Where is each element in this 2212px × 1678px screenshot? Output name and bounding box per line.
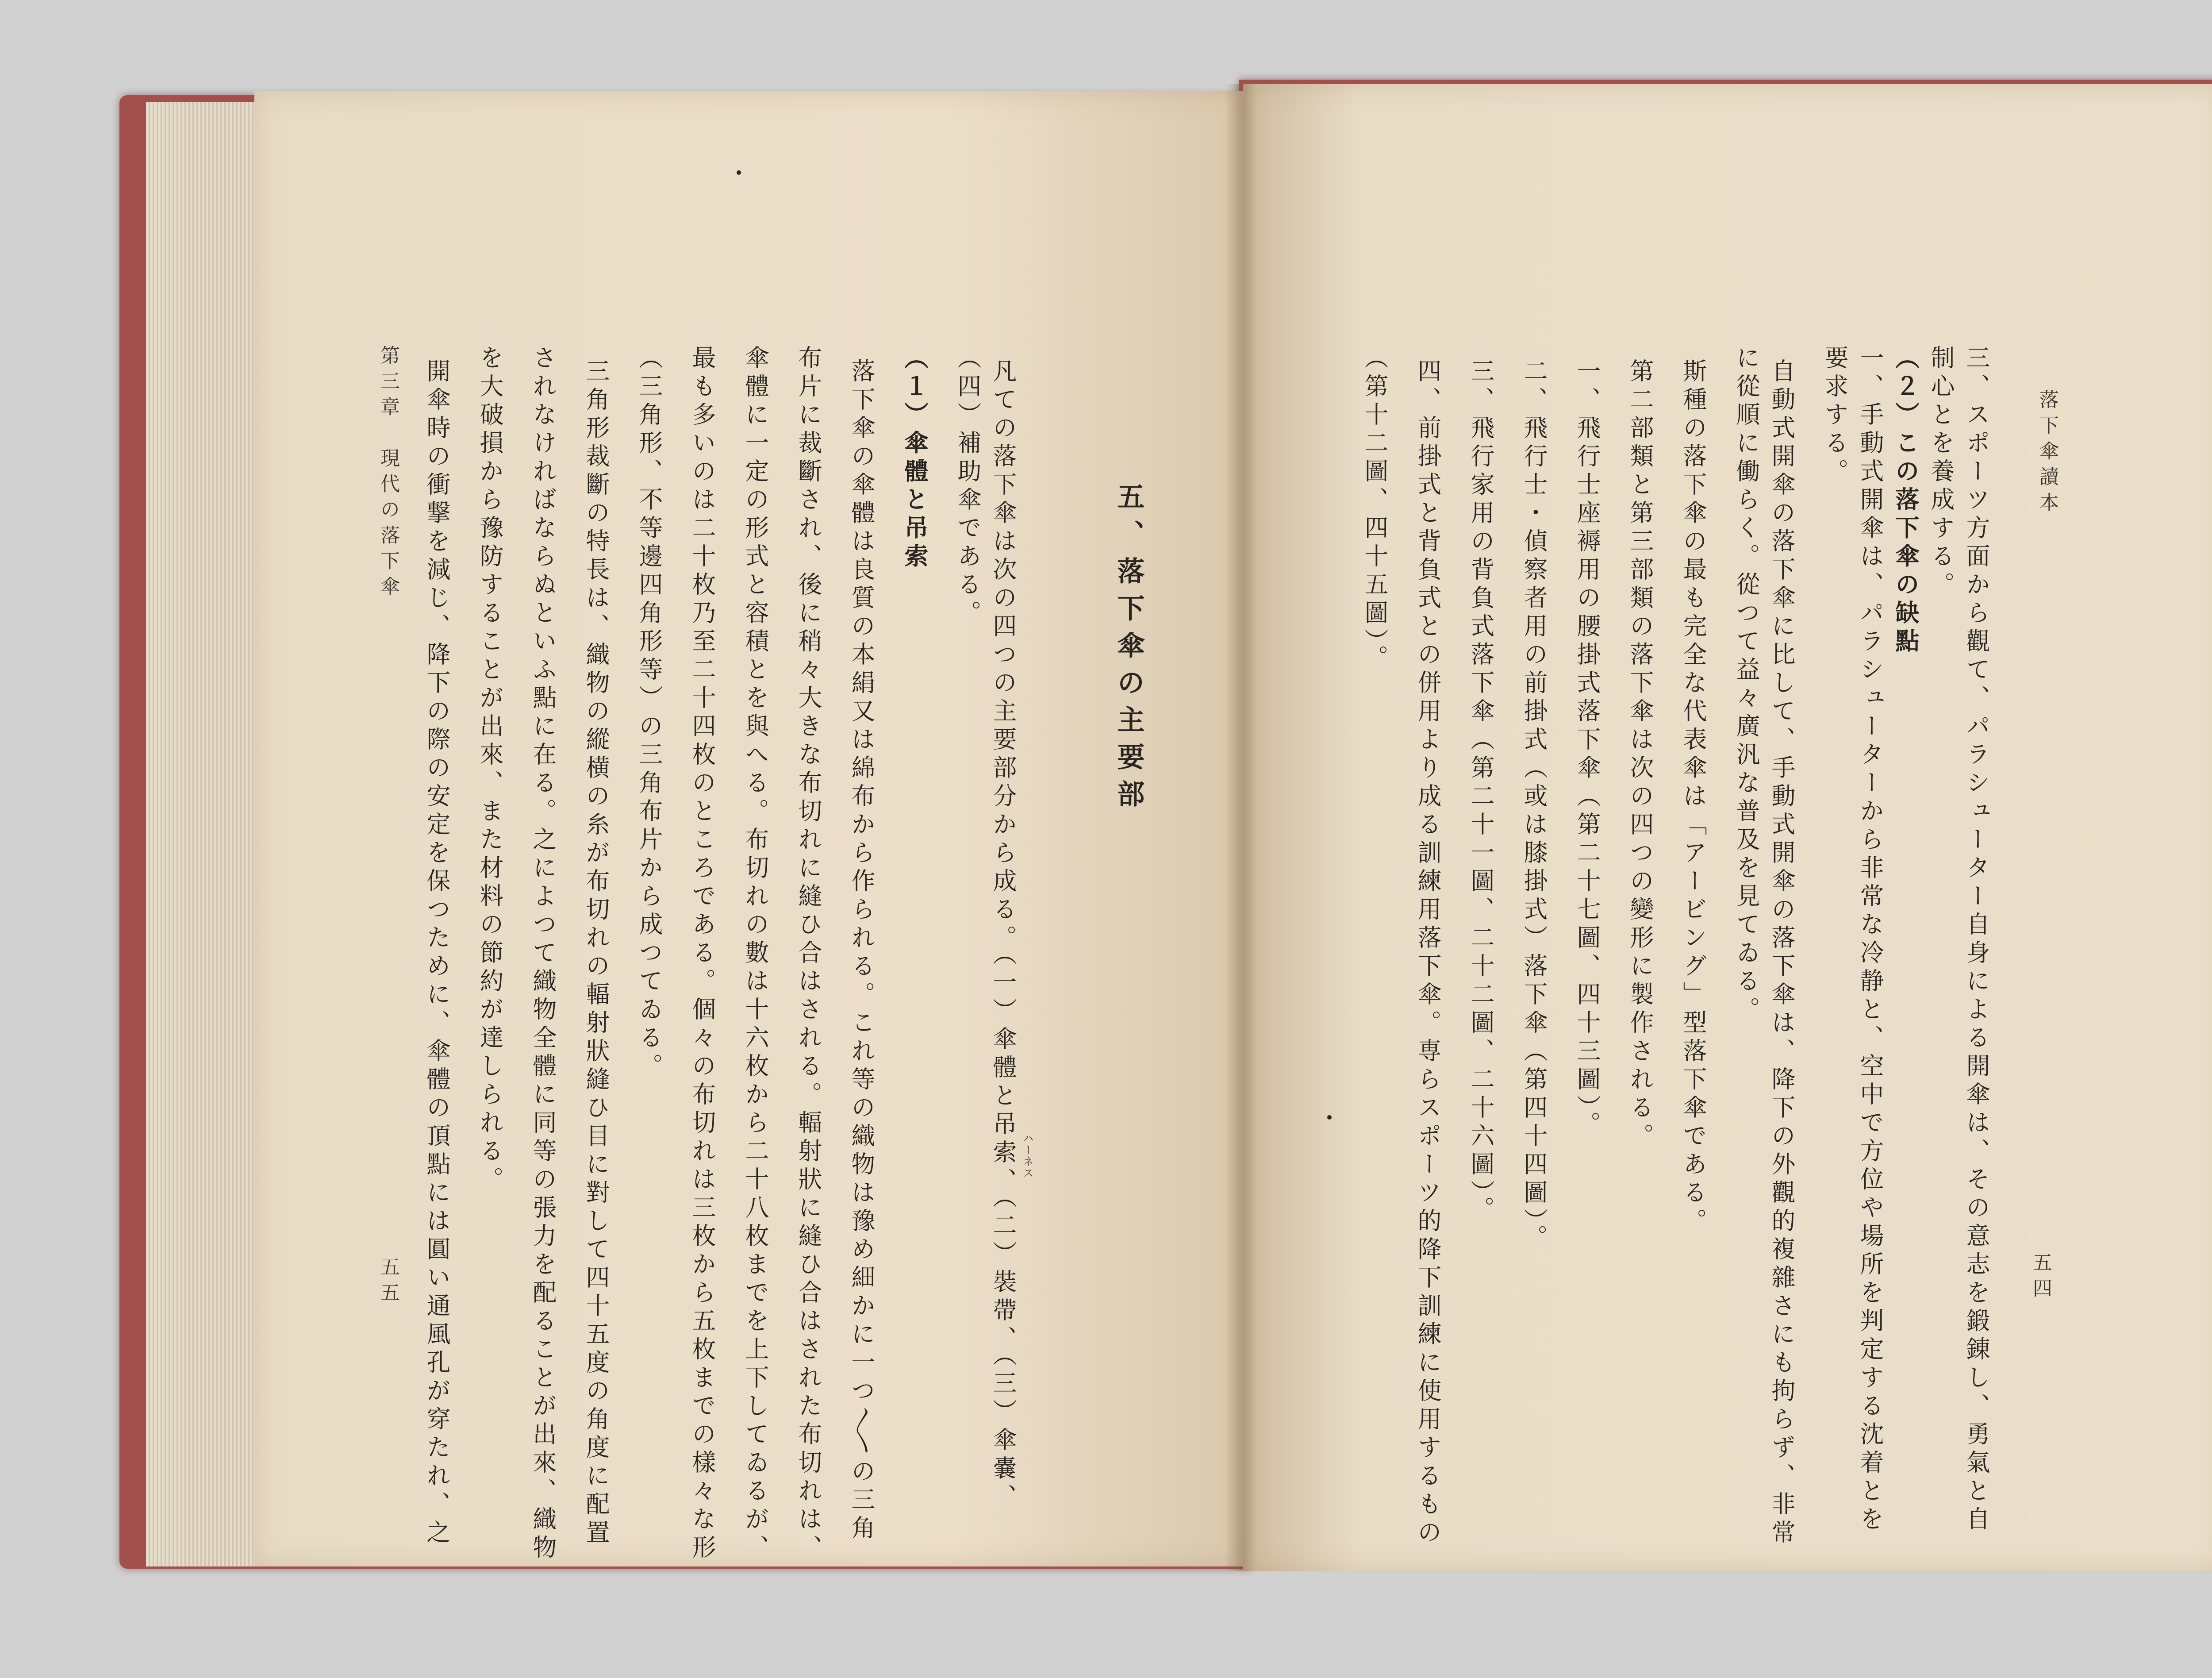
text-line: されなければならぬといふ點に在る。之によつて織物全體に同等の張力を配ることが出來、織物 — [529, 345, 557, 1563]
text-line: 四、前掛式と背負式との併用より成る訓練用落下傘。専らスポーツ的降下訓練に使用するもの — [1414, 358, 1442, 1548]
text-line: 布片に裁斷され、後に稍々大きな布切れに縫ひ合はされる。輻射狀に縫ひ合はされた布切れは、 — [795, 345, 822, 1563]
text-line: 落下傘の傘體は良質の本絹又は綿布から作られる。これ等の織物は豫め細かに一つ〳〵の三角 — [848, 358, 876, 1543]
text-line: に從順に働らく。從つて益々廣汎な普及を見てゐる。 — [1732, 345, 1760, 1025]
running-header: 落下傘讀本 — [2036, 389, 2058, 518]
text-line: 最も多いのは二十枚乃至二十四枚のところである。個々の布切れは三枚から五枚までの樣々な形 — [688, 345, 716, 1563]
page-block-left — [146, 102, 261, 1566]
text-line: （第十二圖、四十五圖）。 — [1361, 345, 1389, 673]
subheading-canopy: （１）傘體と吊索 — [901, 345, 929, 572]
right-page — [1243, 84, 2212, 1571]
text-line: 一、飛行士座褥用の腰掛式落下傘（第二十七圖、四十三圖）。 — [1573, 358, 1601, 1139]
text-line: 傘體に一定の形式と容積とを與へる。布切れの數は十六枚から二十八枚までを上下してゐるが、 — [741, 345, 769, 1563]
text-line: 二、飛行士・偵察者用の前掛式（或は膝掛式）落下傘（第四十四圖）。 — [1520, 358, 1548, 1253]
text-line: を大破損から豫防することが出來、また材料の節約が達しられる。 — [476, 345, 504, 1195]
text-line: 三、スポーツ方面から觀て、パラシューター自身による開傘は、その意志を鍛錬し、勇氣と自 — [1962, 345, 1990, 1535]
page-number-right: 五四 — [2029, 1252, 2052, 1304]
section-heading: 五、落下傘の主要部 — [1113, 482, 1145, 817]
text-line: 要求する。 — [1821, 345, 1849, 487]
ink-speck — [1327, 1115, 1332, 1120]
book-gutter — [1225, 84, 1256, 1571]
text-line: 制心とを養成する。 — [1927, 345, 1955, 600]
text-line: 開傘時の衝撃を減じ、降下の際の安定を保つために、傘體の頂點には圓い通風孔が穿たれ、之 — [423, 358, 451, 1548]
page-number-left: 五五 — [377, 1257, 399, 1308]
running-footer: 第三章 現代の落下傘 — [377, 345, 399, 602]
subheading-defects: （２）この落下傘の缺點 — [1892, 345, 1920, 657]
text-line: 三角形裁斷の特長は、織物の縱横の糸が布切れの輻射狀縫ひ目に對して四十五度の角度に配置 — [582, 358, 610, 1548]
text-line: 斯種の落下傘の最も完全な代表傘は「アービング」型落下傘である。 — [1679, 358, 1707, 1236]
text-line: （四）補助傘である。 — [954, 345, 982, 628]
text-line: 第二部類と第三部類の落下傘は次の四つの變形に製作される。 — [1626, 358, 1654, 1151]
text-line: 凡ての落下傘は次の四つの主要部分から成る。（一）傘體と吊索、（二）裝帶、（三）傘嚢、 — [989, 358, 1017, 1512]
text-line: 自動式開傘の落下傘に比して、手動式開傘の落下傘は、降下の外觀的複雜さにも拘らず、非常 — [1768, 358, 1796, 1548]
text-line: 三、飛行家用の背負式落下傘（第二十一圖、二十二圖、二十六圖）。 — [1467, 358, 1495, 1224]
ink-speck — [737, 170, 741, 175]
text-line: 一、手動式開傘は、パラシューターから非常な冷静と、空中で方位や場所を判定する沈着とを — [1856, 345, 1884, 1535]
text-line: （三角形、不等邊四角形等）の三角布片から成つてゐる。 — [635, 345, 663, 1081]
furigana: ハーネス — [1021, 1133, 1033, 1179]
